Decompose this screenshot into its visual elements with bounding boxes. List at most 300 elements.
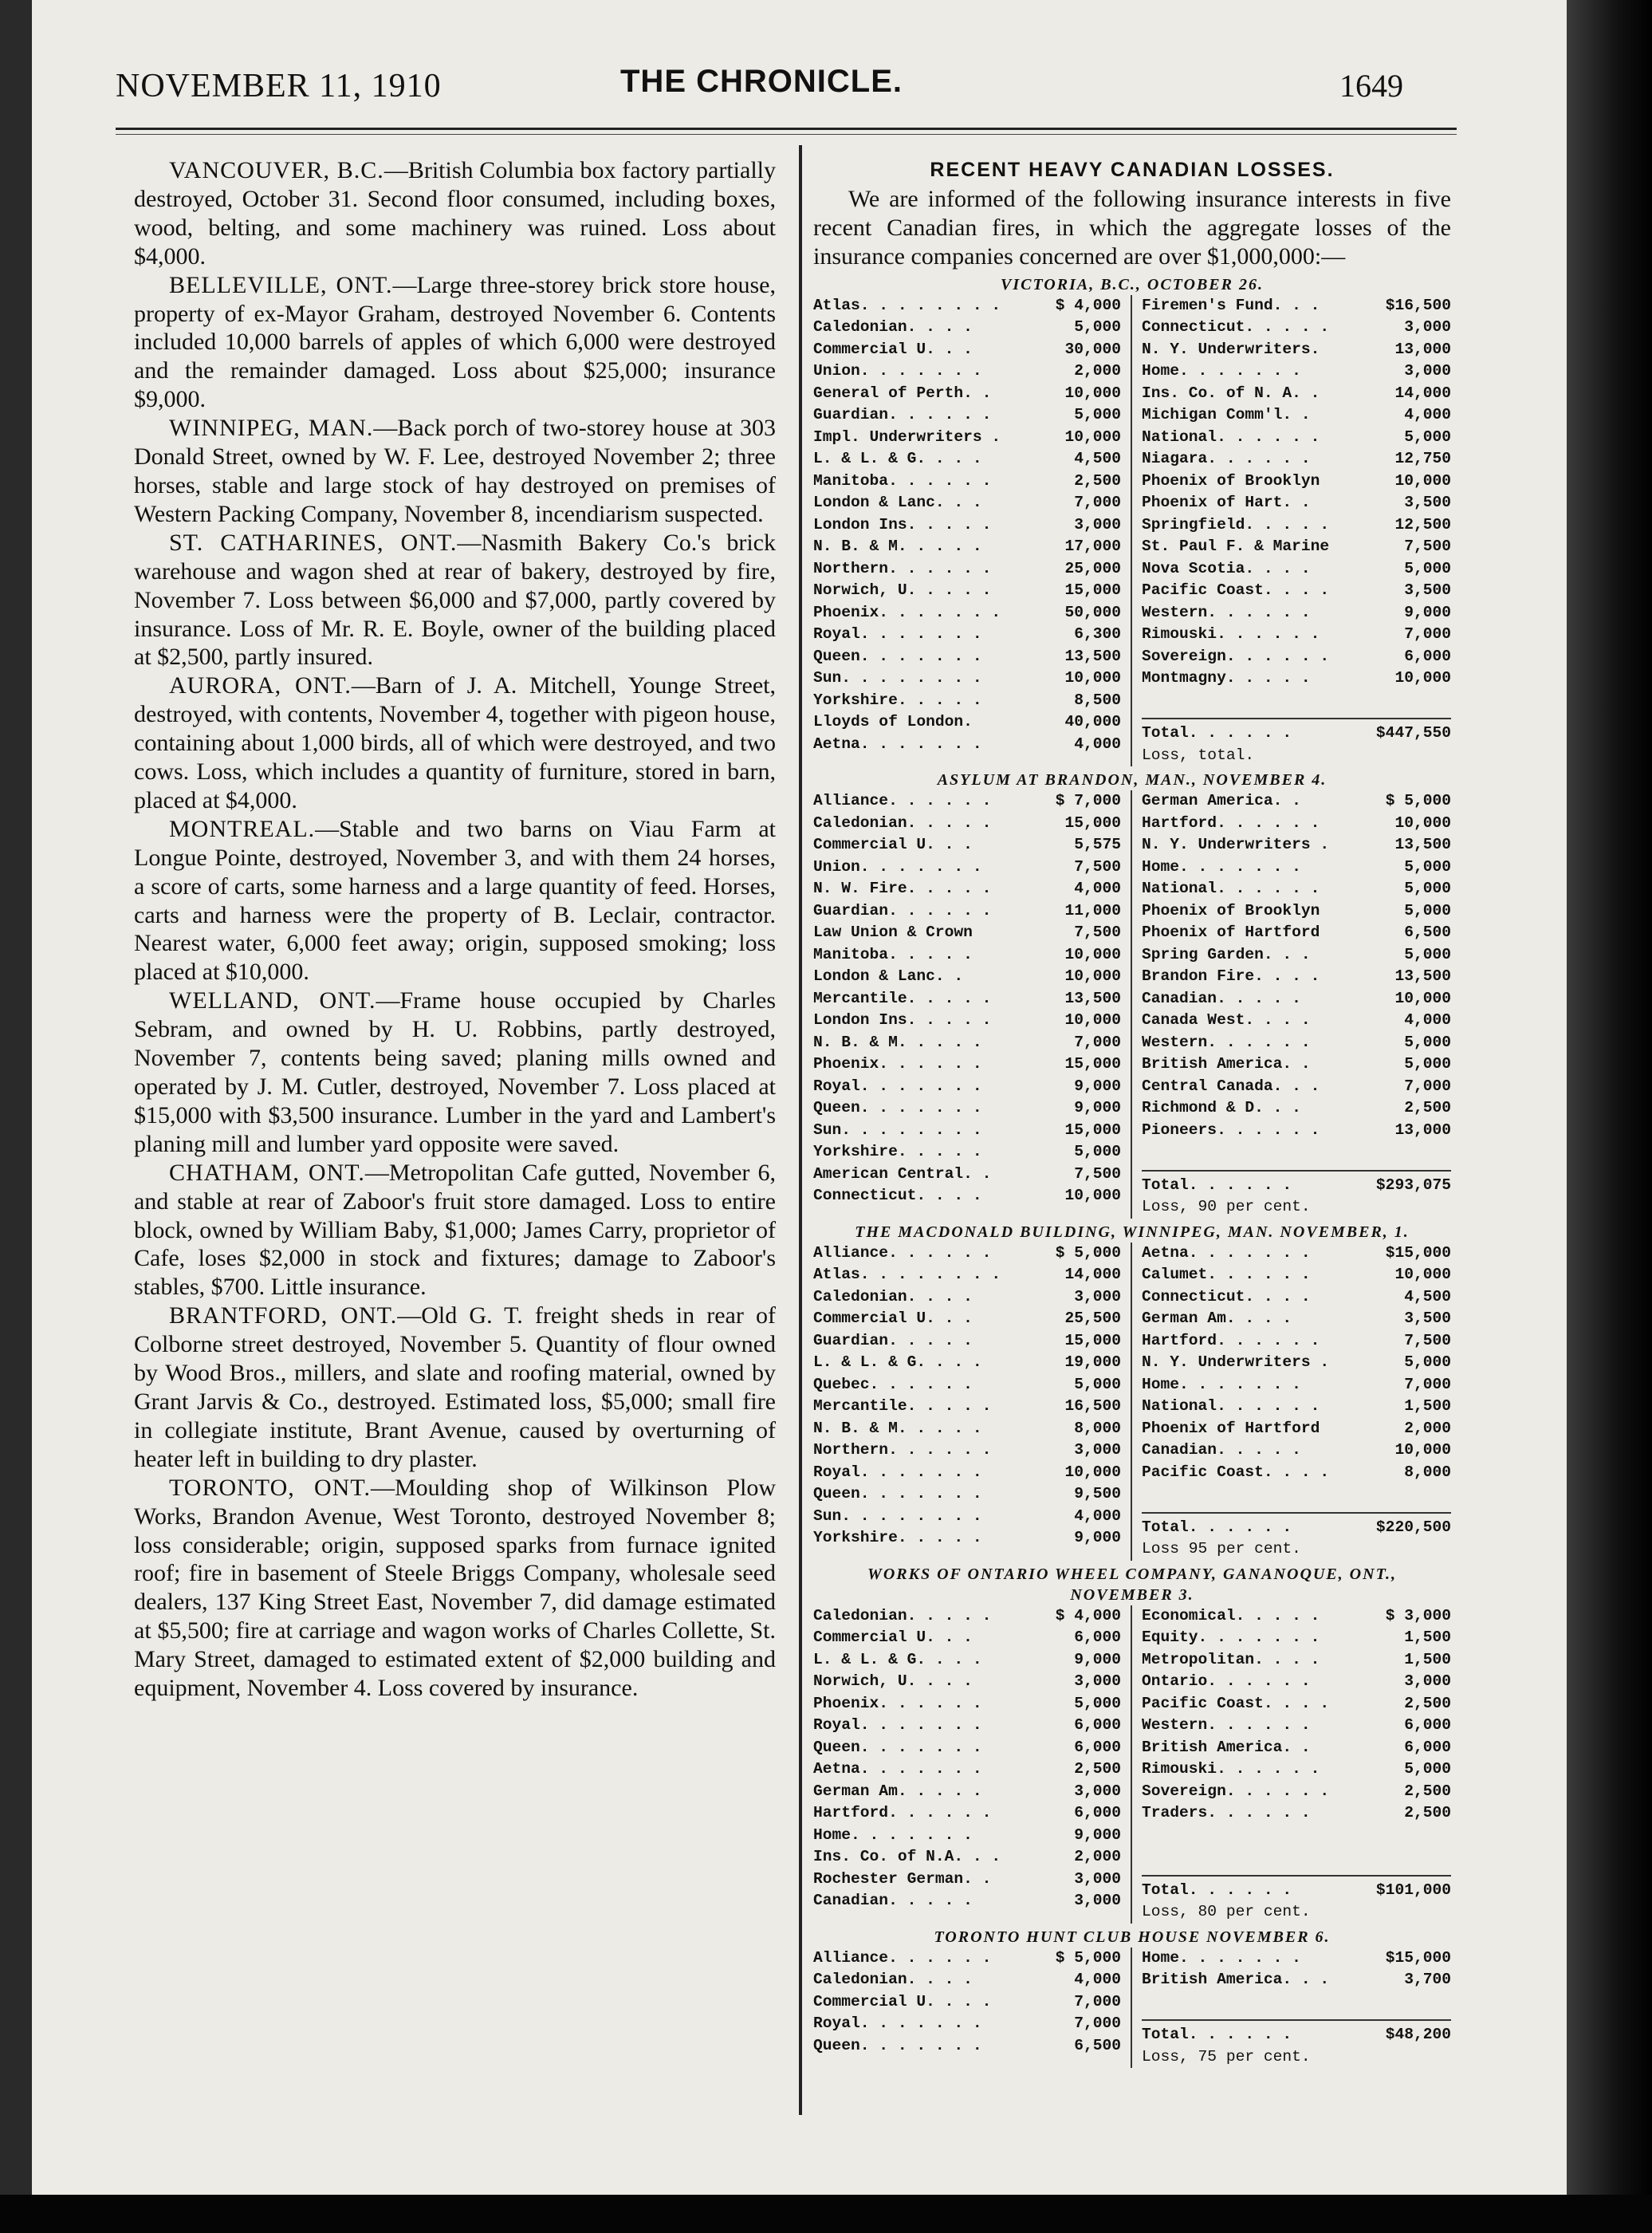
amount: 10,000 <box>1394 1441 1451 1459</box>
company-name: Phoenix. . . . . . <box>813 1055 982 1073</box>
company-name: Guardian. . . . . . <box>813 901 992 920</box>
company-name: Yorkshire. . . . . <box>813 691 982 709</box>
company-row <box>813 427 1121 449</box>
company-name: Aetna. . . . . . . <box>1142 1243 1311 1262</box>
company-row <box>813 1243 1121 1265</box>
section-title: THE MACDONALD BUILDING, WINNIPEG, MAN. NOVEMBER, 1. <box>855 1223 1410 1241</box>
company-row <box>1142 1243 1451 1265</box>
amount: 1,500 <box>1404 1397 1451 1416</box>
company-name: N. Y. Underwriters . <box>1142 1353 1330 1372</box>
company-name: Aetna. . . . . . . <box>813 1760 982 1778</box>
fire-report <box>134 815 776 987</box>
amount: 14,000 <box>1064 1266 1121 1284</box>
company-name: German America. . <box>1142 792 1301 810</box>
company-name: Atlas. . . . . . . . <box>813 1266 1001 1284</box>
company-name: Sun. . . . . . . . <box>813 1120 982 1139</box>
company-name: Total. . . . . . <box>1142 724 1292 742</box>
amount: 4,000 <box>1404 1011 1451 1030</box>
fire-reports-column <box>134 156 776 1703</box>
company-name: Lloyds of London. <box>813 713 973 731</box>
amount: 7,000 <box>1404 625 1451 644</box>
company-row <box>1142 966 1451 988</box>
company-row <box>813 536 1121 558</box>
company-row <box>813 558 1121 581</box>
company-row <box>1142 1758 1451 1781</box>
company-name: British America. . . <box>1142 1971 1330 1989</box>
amount: 9,000 <box>1074 1825 1121 1844</box>
losses-column <box>813 156 1451 2068</box>
company-name: Pacific Coast. . . . <box>1142 581 1330 600</box>
company-row <box>813 1185 1121 1207</box>
company-row <box>813 580 1121 602</box>
company-row <box>1142 339 1451 361</box>
report-place: AURORA, ONT. <box>169 672 352 699</box>
amount: 5,000 <box>1404 559 1451 577</box>
amount: 6,300 <box>1074 625 1121 644</box>
company-row <box>1142 624 1451 646</box>
company-row <box>813 383 1121 405</box>
amount: 5,000 <box>1404 1353 1451 1372</box>
company-name: National. . . . . . <box>1142 427 1320 446</box>
loss-table-right <box>1132 790 1451 1219</box>
amount: $ 3,000 <box>1385 1606 1451 1625</box>
amount: 4,000 <box>1404 406 1451 424</box>
amount: 2,500 <box>1404 1782 1451 1800</box>
report-place: CHATHAM, ONT. <box>169 1159 365 1186</box>
company-row <box>813 944 1121 967</box>
amount: 12,750 <box>1394 450 1451 468</box>
company-row <box>1142 1605 1451 1628</box>
amount: $220,500 <box>1375 1518 1451 1536</box>
newspaper-page <box>32 0 1567 2233</box>
company-name: Guardian. . . . . <box>813 1331 973 1349</box>
amount: 9,500 <box>1074 1485 1121 1503</box>
amount: 8,500 <box>1074 691 1121 709</box>
company-row <box>813 1352 1121 1374</box>
company-row <box>813 514 1121 537</box>
company-row <box>813 2013 1121 2035</box>
company-row <box>813 1308 1121 1330</box>
company-name: N. B. & M. . . . . <box>813 538 982 556</box>
company-name: Queen. . . . . . . <box>813 1738 982 1756</box>
company-name: Niagara. . . . . . <box>1142 450 1311 468</box>
amount: 6,000 <box>1074 1716 1121 1735</box>
company-name: London & Lanc. . . <box>813 494 982 512</box>
report-text: —Back porch of two-storey house at 303 Donald Street, owned by W. F. Lee, destroyed November 2; three horses, stable and large stock of hay destroyed on premises of Western Packing Company, November 8, incendiarism suspected. <box>134 415 776 527</box>
company-name: Total. . . . . . <box>1142 2026 1292 2044</box>
amount: 5,000 <box>1074 1143 1121 1161</box>
amount: 5,000 <box>1404 427 1451 446</box>
company-name: Phoenix. . . . . . <box>813 1694 982 1712</box>
company-name: Commercial U. . . <box>813 836 973 854</box>
company-name: British America. . <box>1142 1738 1311 1756</box>
company-name: Hartford. . . . . . <box>1142 1331 1320 1349</box>
amount: 7,000 <box>1074 2014 1121 2033</box>
company-name: General of Perth. . <box>813 384 992 402</box>
losses-title: RECENT HEAVY CANADIAN LOSSES. <box>930 159 1335 181</box>
company-row <box>1142 1439 1451 1462</box>
total-row <box>1142 1170 1451 1197</box>
company-name: Quebec. . . . . . <box>813 1375 973 1393</box>
header-rule-thin <box>116 134 1457 135</box>
company-row <box>813 448 1121 471</box>
company-name: Connecticut. . . . <box>1142 1287 1311 1306</box>
losses-intro: We are informed of the following insurance interests in five recent Canadian fires, in which the aggregate losses of the insurance companies concerned are over $1,000,000:— <box>813 185 1451 270</box>
report-text: —Moulding shop of Wilkinson Plow Works, Brandon Avenue, West Toronto, destroyed November 8; loss considerable; origin, supposed sparks from furnace ignited roof; fire in basement of Steele Briggs Company, wholesale seed dealers, 137 King Street East, November 7, did damage estimated at $5,500; fire at carriage and wagon works of Charles Collette, St. Mary Street, damaged to estimated extent of $2,000 building and equipment, November 4. Loss covered by insurance. <box>134 1474 776 1702</box>
amount: 7,000 <box>1404 1375 1451 1393</box>
loss-note-text: Loss, total. <box>1142 746 1255 764</box>
company-row <box>1142 1462 1451 1484</box>
company-row <box>1142 922 1451 944</box>
amount: $ 5,000 <box>1385 792 1451 810</box>
section-title: WORKS OF ONTARIO WHEEL COMPANY, GANANOQUE, ONT., NOVEMBER 3. <box>867 1565 1397 1604</box>
amount: 2,500 <box>1404 1099 1451 1117</box>
company-name: Caledonian. . . . <box>813 318 973 337</box>
amount: 9,000 <box>1404 603 1451 621</box>
amount: 5,575 <box>1074 836 1121 854</box>
company-name: Commercial U. . . . <box>813 1992 992 2010</box>
company-name: Northern. . . . . . <box>813 1441 992 1459</box>
amount: 12,500 <box>1394 515 1451 534</box>
company-row <box>813 1527 1121 1550</box>
amount: 13,000 <box>1394 340 1451 358</box>
amount: 6,000 <box>1074 1738 1121 1756</box>
loss-table-left <box>813 1605 1132 1924</box>
company-row <box>813 1869 1121 1891</box>
company-row <box>813 1802 1121 1825</box>
company-row <box>1142 427 1451 449</box>
amount: 6,000 <box>1404 1738 1451 1756</box>
report-place: BRANTFORD, ONT. <box>169 1302 398 1329</box>
company-row <box>813 360 1121 383</box>
amount: 10,000 <box>1064 1463 1121 1481</box>
company-name: Queen. . . . . . . <box>813 1485 982 1503</box>
amount: 6,000 <box>1074 1804 1121 1822</box>
loss-note <box>1142 1901 1451 1924</box>
amount: 13,000 <box>1394 1120 1451 1139</box>
company-row <box>813 813 1121 835</box>
company-name: N. B. & M. . . . . <box>813 1033 982 1051</box>
company-row <box>1142 1264 1451 1286</box>
company-name: Total. . . . . . <box>1142 1881 1292 1899</box>
company-name: Connecticut. . . . . <box>1142 318 1330 337</box>
amount: $293,075 <box>1375 1176 1451 1194</box>
report-text: —Stable and two barns on Viau Farm at Longue Pointe, destroyed, November 3, and with them 24 horses, a score of carts, some harness and a large quantity of feed. Horses, carts and harness were the property of B. Leclair, contractor. Nearest water, 6,000 feet away; origin, supposed smoking; loss placed at $10,000. <box>134 815 776 986</box>
amount: 3,500 <box>1404 494 1451 512</box>
company-row <box>813 1758 1121 1781</box>
company-name: Atlas. . . . . . . . <box>813 296 1001 314</box>
amount: 4,000 <box>1074 1506 1121 1525</box>
loss-note <box>1142 1196 1451 1219</box>
amount: 2,000 <box>1404 1419 1451 1437</box>
section-title: TORONTO HUNT CLUB HOUSE NOVEMBER 6. <box>934 1928 1331 1946</box>
company-name: Queen. . . . . . . <box>813 2036 982 2054</box>
company-row <box>1142 1097 1451 1120</box>
amount: 3,500 <box>1404 581 1451 600</box>
amount: 15,000 <box>1064 1055 1121 1073</box>
company-name: Royal. . . . . . . <box>813 1463 982 1481</box>
amount: 5,000 <box>1404 857 1451 876</box>
company-name: St. Paul F. & Marine <box>1142 538 1330 556</box>
company-name: Sovereign. . . . . . <box>1142 647 1330 665</box>
company-row <box>1142 878 1451 900</box>
fire-report <box>134 414 776 529</box>
company-name: Caledonian. . . . <box>813 1971 973 1989</box>
company-row <box>1142 1053 1451 1076</box>
company-row <box>813 295 1121 317</box>
company-name: Commercial U. . . <box>813 340 973 358</box>
company-row <box>813 1715 1121 1737</box>
company-name: Queen. . . . . . . <box>813 1099 982 1117</box>
company-name: Home. . . . . . . <box>1142 1948 1301 1967</box>
amount: 2,500 <box>1404 1804 1451 1822</box>
amount: 9,000 <box>1074 1077 1121 1095</box>
loss-table-right <box>1132 1243 1451 1561</box>
company-row <box>813 1462 1121 1484</box>
company-row <box>813 1483 1121 1506</box>
fire-report <box>134 1159 776 1302</box>
amount: 10,000 <box>1064 1187 1121 1205</box>
loss-note-text: Loss 95 per cent. <box>1142 1540 1301 1558</box>
company-name: Spring Garden. . . <box>1142 945 1311 963</box>
company-name: Phoenix of Hart. . <box>1142 494 1311 512</box>
amount: 2,000 <box>1074 362 1121 380</box>
loss-table-left <box>813 1947 1132 2069</box>
amount: 40,000 <box>1064 713 1121 731</box>
company-row <box>813 1396 1121 1418</box>
company-name: London Ins. . . . . <box>813 515 992 534</box>
company-row <box>813 1141 1121 1164</box>
company-name: National. . . . . . <box>1142 880 1320 898</box>
report-text: —Large three-storey brick store house, property of ex-Mayor Graham, destroyed November 6. Contents included 10,000 barrels of apples of which 6,000 were destroyed and the remainder damaged. Loss about $25,000; insurance $9,000. <box>134 271 776 413</box>
company-row <box>813 1439 1121 1462</box>
report-text: —British Columbia box factory partially destroyed, October 31. Second floor consumed, including boxes, wood, belting, and some machinery was ruined. Loss about $4,000. <box>134 157 776 270</box>
company-row <box>1142 1308 1451 1330</box>
company-name: Springfield. . . . . <box>1142 515 1330 534</box>
company-name: Economical. . . . . <box>1142 1606 1320 1625</box>
amount: 1,500 <box>1404 1628 1451 1647</box>
company-name: Pacific Coast. . . . <box>1142 1463 1330 1481</box>
company-row <box>813 1120 1121 1142</box>
amount: 5,000 <box>1404 901 1451 920</box>
company-name: Brandon Fire. . . . <box>1142 967 1320 986</box>
company-row <box>1142 360 1451 383</box>
amount: 2,500 <box>1074 471 1121 490</box>
company-row <box>813 1671 1121 1693</box>
loss-table <box>813 790 1451 1219</box>
company-row <box>1142 1947 1451 1970</box>
amount: 5,000 <box>1074 1694 1121 1712</box>
report-text: —Barn of J. A. Mitchell, Younge Street, destroyed, with contents, November 4, together with pigeon house, containing about 1,000 birds, all of which were destroyed, and two cows. Loss, which includes a quantity of furniture, stored in barn, placed at $4,000. <box>134 672 777 813</box>
loss-table-left <box>813 295 1132 767</box>
company-name: N. Y. Underwriters. <box>1142 340 1320 358</box>
amount: 5,000 <box>1404 880 1451 898</box>
company-row <box>1142 646 1451 668</box>
amount: 25,500 <box>1064 1309 1121 1328</box>
amount: 5,000 <box>1074 406 1121 424</box>
company-row <box>1142 536 1451 558</box>
company-row <box>1142 944 1451 967</box>
company-name: Union. . . . . . . <box>813 362 982 380</box>
report-text: —Metropolitan Cafe gutted, November 6, and stable at rear of Zaboor's fruit store damaged. Loss to entire block, owned by William Baby, $1,000; James Carry, proprietor of Cafe, loses $2,000 in stock and fixtures; damage to Zaboor's stables, $700. Little insurance. <box>134 1159 776 1301</box>
company-name: Hartford. . . . . . <box>1142 813 1320 832</box>
company-name: Manitoba. . . . . <box>813 945 973 963</box>
amount: 5,000 <box>1404 1055 1451 1073</box>
amount: 10,000 <box>1394 669 1451 687</box>
company-name: Caledonian. . . . . <box>813 1606 992 1625</box>
company-row <box>1142 857 1451 879</box>
company-name: Mercantile. . . . . <box>813 989 992 1007</box>
loss-table <box>813 1947 1451 2069</box>
amount: 4,500 <box>1074 450 1121 468</box>
company-row <box>813 602 1121 624</box>
company-row <box>813 1627 1121 1649</box>
loss-table-left <box>813 790 1132 1219</box>
company-row <box>813 1825 1121 1847</box>
fire-report <box>134 671 776 815</box>
amount: 7,000 <box>1074 1992 1121 2010</box>
amount: 3,500 <box>1404 1309 1451 1328</box>
amount: 3,000 <box>1404 1672 1451 1691</box>
company-row <box>1142 1352 1451 1374</box>
company-row <box>813 624 1121 646</box>
loss-note <box>1142 1538 1451 1561</box>
amount: 7,500 <box>1404 1331 1451 1349</box>
company-name: Sun. . . . . . . . <box>813 1506 982 1525</box>
company-name: British America. . <box>1142 1055 1311 1073</box>
report-text: —Old G. T. freight sheds in rear of Colborne street destroyed, November 5. Quantity of flour owned by Wood Bros., millers, and slate and roofing material, owned by Grant Jarvis & Co., destroyed. Estimated loss, $5,000; small fire in collegiate institute, Brant Avenue, caused by overturning of heater left in building to dry plaster. <box>134 1302 776 1472</box>
amount: $15,000 <box>1385 1948 1451 1967</box>
company-name: Commercial U. . . <box>813 1628 973 1647</box>
company-name: Michigan Comm'l. . <box>1142 406 1311 424</box>
company-row <box>813 317 1121 339</box>
company-row <box>813 1286 1121 1309</box>
company-name: Connecticut. . . . <box>813 1187 982 1205</box>
amount: 4,000 <box>1074 734 1121 753</box>
header-date: NOVEMBER 11, 1910 <box>116 68 442 104</box>
company-name: Royal. . . . . . . <box>813 625 982 644</box>
amount: 10,000 <box>1064 945 1121 963</box>
loss-note <box>1142 2046 1451 2069</box>
fire-report <box>134 1302 776 1473</box>
amount: 13,500 <box>1394 836 1451 854</box>
amount: 5,000 <box>1404 945 1451 963</box>
amount: 6,000 <box>1074 1628 1121 1647</box>
company-row <box>813 1374 1121 1396</box>
company-name: Guardian. . . . . . <box>813 406 992 424</box>
company-row <box>813 857 1121 879</box>
amount: $ 7,000 <box>1055 792 1121 810</box>
company-name: Phoenix of Hartford <box>1142 924 1320 942</box>
amount: 13,500 <box>1064 647 1121 665</box>
total-row <box>1142 2019 1451 2046</box>
amount: 3,000 <box>1074 1672 1121 1691</box>
amount: 10,000 <box>1064 669 1121 687</box>
company-row <box>813 878 1121 900</box>
loss-table-left <box>813 1243 1132 1561</box>
company-row <box>1142 471 1451 493</box>
company-name: Caledonian. . . . <box>813 1287 973 1306</box>
amount: $ 5,000 <box>1055 1243 1121 1262</box>
amount: 4,500 <box>1404 1287 1451 1306</box>
company-name: Yorkshire. . . . . <box>813 1529 982 1547</box>
company-row <box>813 1649 1121 1672</box>
company-name: Pacific Coast. . . . <box>1142 1694 1330 1712</box>
company-name: L. & L. & G. . . . <box>813 1650 982 1668</box>
amount: 7,500 <box>1404 538 1451 556</box>
company-name: Rimouski. . . . . . <box>1142 1760 1320 1778</box>
amount: 10,000 <box>1064 967 1121 986</box>
company-row <box>1142 1715 1451 1737</box>
company-name: N. Y. Underwriters . <box>1142 836 1330 854</box>
amount: $16,500 <box>1385 296 1451 314</box>
fire-report <box>134 1474 776 1703</box>
company-name: Royal. . . . . . . <box>813 1077 982 1095</box>
company-row <box>1142 1693 1451 1715</box>
company-name: Ins. Co. of N. A. . <box>1142 384 1320 402</box>
amount: 15,000 <box>1064 1331 1121 1349</box>
company-row <box>1142 834 1451 857</box>
amount: 2,500 <box>1404 1694 1451 1712</box>
fire-report <box>134 529 776 672</box>
amount: $ 4,000 <box>1055 296 1121 314</box>
company-row <box>813 1330 1121 1353</box>
total-row <box>1142 1512 1451 1539</box>
company-row <box>813 1010 1121 1032</box>
company-row <box>813 1890 1121 1912</box>
company-name: Western. . . . . . <box>1142 1716 1311 1735</box>
company-row <box>813 690 1121 712</box>
company-name: Home. . . . . . . <box>813 1825 973 1844</box>
amount: 4,000 <box>1074 880 1121 898</box>
company-name: Alliance. . . . . . <box>813 792 992 810</box>
company-name: Canadian. . . . . <box>1142 989 1301 1007</box>
company-row <box>1142 668 1451 690</box>
book-spine <box>1567 0 1652 2233</box>
loss-table-right <box>1132 1947 1451 2069</box>
company-name: Central Canada. . . <box>1142 1077 1320 1095</box>
scan-edge <box>0 2195 1652 2233</box>
company-name: Rochester German. . <box>813 1869 992 1888</box>
amount: 6,000 <box>1404 1716 1451 1735</box>
loss-note-text: Loss, 90 per cent. <box>1142 1198 1311 1216</box>
company-row <box>813 922 1121 944</box>
company-name: Law Union & Crown <box>813 924 973 942</box>
company-name: Norwich, U. . . . . <box>813 581 992 600</box>
company-name: Alliance. . . . . . <box>813 1243 992 1262</box>
loss-table <box>813 1605 1451 1924</box>
company-row <box>813 1053 1121 1076</box>
company-row <box>813 1846 1121 1869</box>
company-row <box>1142 1396 1451 1418</box>
amount: 3,700 <box>1404 1971 1451 1989</box>
amount: 7,000 <box>1404 1077 1451 1095</box>
amount: 10,000 <box>1394 989 1451 1007</box>
report-place: WINNIPEG, MAN. <box>169 415 374 442</box>
company-name: National. . . . . . <box>1142 1397 1320 1416</box>
company-name: Alliance. . . . . . <box>813 1948 992 1967</box>
amount: 9,000 <box>1074 1529 1121 1547</box>
amount: 6,500 <box>1404 924 1451 942</box>
company-name: Northern. . . . . . <box>813 559 992 577</box>
company-row <box>813 1737 1121 1759</box>
company-name: Home. . . . . . . <box>1142 362 1301 380</box>
company-row <box>813 1781 1121 1803</box>
amount: 5,000 <box>1074 318 1121 337</box>
amount: 15,000 <box>1064 1120 1121 1139</box>
company-row <box>813 966 1121 988</box>
company-name: American Central. . <box>813 1164 992 1183</box>
